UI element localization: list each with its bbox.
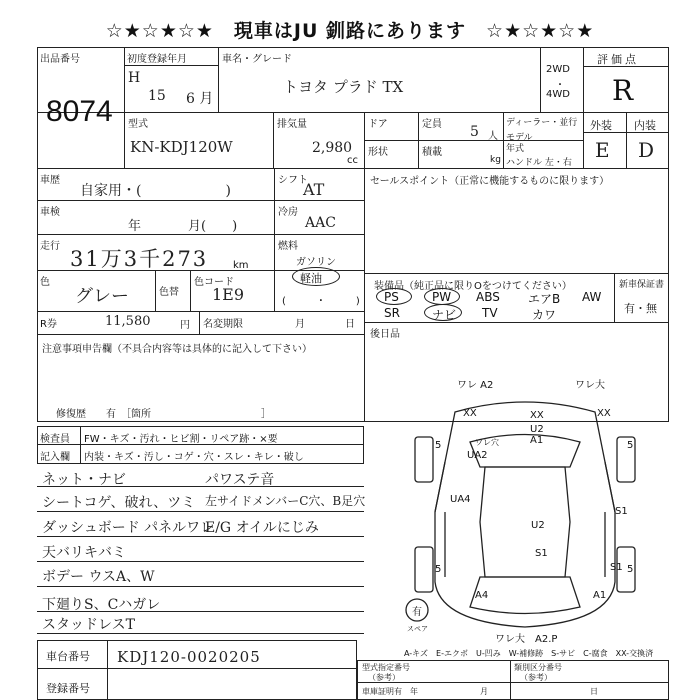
note-line: シートコゲ、破れ、ツミ [42, 495, 196, 511]
body-type-label: 形状 [368, 147, 388, 158]
inspection-year: 年 [128, 219, 142, 234]
capacity-value: 5 [470, 124, 479, 140]
diag-top-left: ワレ A2 [457, 380, 494, 391]
diag-bottom: ワレ大 A2.P [495, 634, 558, 645]
rear-items-label: 後日品 [370, 329, 400, 340]
diag-xx-left: XX [463, 408, 477, 419]
bottom-month: 月 [480, 687, 488, 696]
note-line-right: E/G オイルにじみ [205, 520, 319, 536]
drive-2wd: 2WD [546, 64, 570, 75]
displacement-value: 2,980 [312, 140, 353, 156]
recycle-unit: 円 [180, 320, 190, 331]
ac-label: 冷房 [278, 207, 298, 218]
notes-box-label: 注意事項申告欄（不具合内容等は具体的に記入して下さい） [42, 344, 312, 355]
fuel-paren: ( ・ ) [282, 296, 360, 307]
bottom-day: 日 [590, 687, 598, 696]
note-line: ボデー ウスA、W [42, 569, 155, 585]
inspector-items: FW・キズ・汚れ・ヒビ割・リペア跡・×要 [84, 434, 278, 445]
diag-5-bl: 5 [435, 564, 442, 575]
diag-u2-top: U2 [530, 424, 544, 435]
name-change-month: 月 [295, 319, 305, 330]
diag-5-tl: 5 [435, 440, 442, 451]
recycle-label: R券 [40, 319, 57, 330]
equip-sr: SR [384, 306, 400, 320]
color-code-label: 色コード [194, 277, 234, 288]
fuel-gasoline: ガソリン [296, 257, 336, 268]
load-unit: kg [490, 155, 501, 165]
interior-label: 内装 [634, 119, 656, 132]
model-label: 型式 [128, 119, 148, 130]
car-name-value: トヨタ プラド TX [283, 78, 404, 96]
first-registration-era: H [128, 70, 141, 86]
diag-a1-bottom: A1 [593, 590, 607, 601]
shitei-ref: （参考） [368, 673, 400, 682]
diagram-labels [375, 372, 675, 647]
car-name-label: 車名・グレード [222, 54, 292, 65]
location-banner: ☆★☆★☆★ 現車はJU 釧路にあります ☆★☆★☆★ [105, 20, 595, 42]
name-change-day: 日 [345, 319, 355, 330]
diag-5-br: 5 [627, 564, 634, 575]
bottom-year: 年 [410, 687, 418, 696]
doors-label: ドア [368, 119, 388, 130]
fuel-label: 燃料 [278, 241, 298, 252]
diag-5-tr: 5 [627, 440, 634, 451]
ruibetsu-ref: （参考） [520, 673, 552, 682]
capacity-unit: 人 [488, 131, 498, 142]
diag-spare: 有 [412, 607, 422, 618]
name-change-label: 名変期限 [203, 319, 243, 330]
ac-value: AAC [305, 215, 336, 231]
note-line-right: パワステ音 [205, 472, 275, 488]
diag-wa: ワレ穴 [475, 438, 499, 447]
inspector-label: 検査員 [40, 434, 70, 445]
note-line: 下廻りS、Cハガレ [42, 597, 161, 613]
mileage-label: 走行 [40, 241, 60, 252]
damage-legend: A-キズ E-エクボ U-凹み W-補修跡 S-サビ C-腐食 XX-交換済 [404, 649, 654, 658]
diag-a1-top: A1 [530, 435, 544, 446]
history-label: 車歴 [40, 175, 60, 186]
evaluation-label: 評価点 [597, 53, 639, 66]
mileage-unit: km [233, 260, 249, 271]
diag-xx-center: XX [530, 410, 544, 421]
capacity-label: 定員 [422, 119, 442, 130]
color-label: 色 [40, 277, 50, 288]
equip-abs: ABS [476, 290, 500, 304]
drive-4wd: 4WD [546, 89, 570, 100]
equip-aw: AW [582, 290, 602, 304]
diag-a4: A4 [475, 590, 489, 601]
color-change-label: 色替 [159, 287, 179, 298]
equip-tv: TV [482, 306, 498, 320]
repair-history: 修復歴 有 ［箇所 ］ [56, 409, 271, 420]
displacement-unit: cc [347, 155, 358, 166]
reg-no-label: 登録番号 [46, 682, 90, 695]
equip-navi: ナビ [432, 308, 457, 322]
warranty-label: 新車保証書 [619, 280, 665, 290]
diag-xx-right: XX [597, 408, 611, 419]
diag-spare-sub: スペア [407, 625, 428, 633]
first-registration-month: 6 月 [186, 91, 214, 107]
note-line: ダッシュボード パネルワレ [42, 520, 215, 536]
sales-point-label: セールスポイント（正常に機能するものに限ります） [370, 176, 610, 187]
equipment-label: 装備品（純正品に限りOをつけてください） [374, 281, 572, 292]
mileage-value: 31万3千273 [70, 247, 209, 271]
handle-label: ハンドル 左・右 [506, 158, 572, 168]
note-line-right: 左サイドメンバーC穴、B足穴 [205, 494, 366, 508]
first-registration-year: 15 [148, 88, 166, 104]
equipment-grid [370, 290, 610, 322]
exterior-label: 外装 [590, 119, 612, 132]
diag-u2-mid: U2 [531, 520, 545, 531]
color-value: グレー [75, 286, 129, 307]
ruibetsu-label: 類別区分番号 [514, 663, 562, 672]
evaluation-score: R [612, 74, 634, 107]
displacement-label: 排気量 [277, 119, 307, 130]
inspection-month: 月( ) [188, 219, 238, 234]
shitei-label: 型式指定番号 [362, 663, 410, 672]
shift-label: シフト [278, 175, 308, 186]
model-value: KN-KDJ120W [130, 138, 233, 156]
lot-number: 8074 [46, 95, 113, 128]
equip-pw: PW [432, 290, 452, 304]
diag-s1-bottom: S1 [610, 562, 623, 573]
equip-airbag: エアB [528, 292, 561, 306]
equip-ps: PS [384, 290, 399, 304]
exterior-grade: E [595, 138, 610, 162]
entry-items: 内装・キズ・汚し・コゲ・穴・スレ・キレ・破し [84, 452, 304, 463]
diag-top-right: ワレ大 [575, 380, 605, 391]
model-year-label: モデル [506, 133, 533, 143]
note-line: ネット・ナビ [42, 472, 126, 488]
recycle-value: 11,580 [105, 314, 151, 329]
chassis-value: KDJ120-0020205 [117, 648, 261, 666]
equip-leather: カワ [532, 308, 557, 322]
navi-circle [424, 304, 462, 321]
inspection-label: 車検 [40, 207, 60, 218]
shift-value: AT [303, 180, 325, 199]
drive-dot: ・ [555, 80, 565, 91]
pw-circle [424, 288, 460, 305]
diag-ua2: UA2 [467, 450, 488, 461]
lot-number-label: 出品番号 [40, 54, 80, 65]
chassis-label: 車台番号 [46, 650, 90, 663]
diag-ua4: UA4 [450, 494, 471, 505]
dealer-label: ディーラー・並行 [506, 118, 578, 128]
load-label: 積載 [422, 147, 442, 158]
entry-label: 記入欄 [40, 452, 70, 463]
interior-grade: D [638, 138, 655, 162]
diag-s1-mid: S1 [535, 548, 548, 559]
garage-cert-label: 車庫証明有 [362, 687, 402, 696]
model-year-sub: 年式 [506, 144, 525, 154]
history-value: 自家用・( ) [80, 183, 231, 199]
diag-s1-right: S1 [615, 506, 628, 517]
first-registration-label: 初度登録年月 [127, 54, 187, 65]
note-line: スタッドレスT [42, 617, 135, 633]
warranty-value: 有・無 [624, 302, 657, 315]
note-line: 天バリキバミ [42, 545, 126, 561]
fuel-diesel: 軽油 [300, 272, 322, 285]
ps-circle [376, 288, 412, 305]
color-code: 1E9 [212, 285, 245, 304]
